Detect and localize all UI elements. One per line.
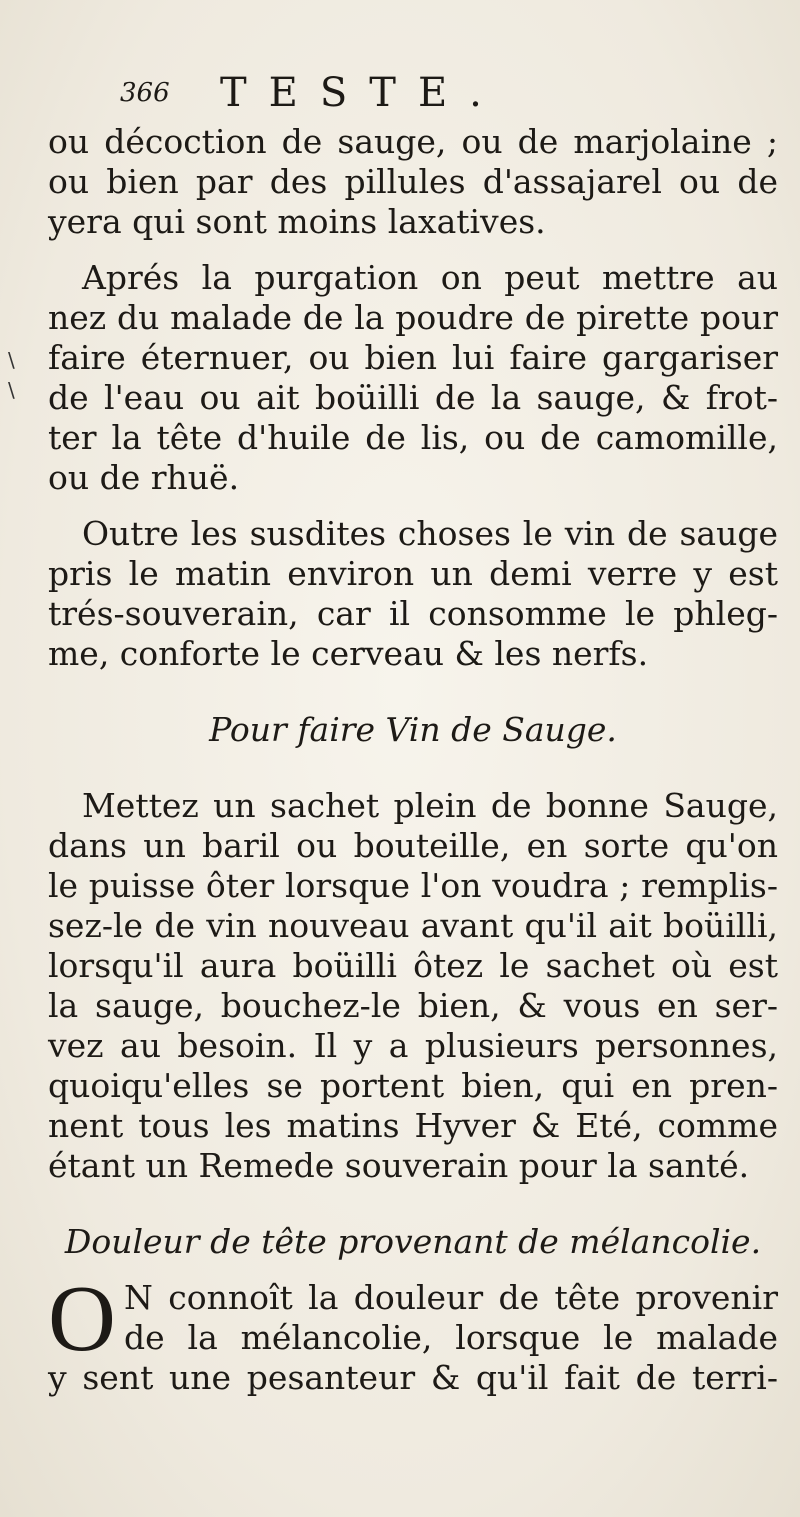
text-line: trés-souverain, car il consomme le phleg- xyxy=(48,594,778,633)
text-line: Mettez un sachet plein de bonne Sauge, xyxy=(82,786,778,825)
text-line: me, conforte le cerveau & les nerfs. xyxy=(48,634,649,673)
paragraph xyxy=(48,122,778,242)
text-line: faire éternuer, ou bien lui faire gargariser xyxy=(48,338,778,377)
drop-cap: O xyxy=(48,1267,116,1371)
text-line: lorsqu'il aura boüilli ôtez le sachet où est xyxy=(48,946,778,985)
text-line: Outre les susdites choses le vin de sauge xyxy=(82,514,778,553)
text-line: pris le matin environ un demi verre y est xyxy=(48,554,778,593)
text-line: yera qui sont moins laxatives. xyxy=(48,202,546,241)
text-line: N connoît la douleur de tête provenir xyxy=(124,1278,778,1317)
paragraph xyxy=(48,258,778,498)
text-line: ter la tête d'huile de lis, ou de camomille, xyxy=(48,418,778,457)
text-line: Aprés la purgation on peut mettre au xyxy=(82,258,778,297)
section-heading: Douleur de tête provenant de mélancolie. xyxy=(64,1222,762,1261)
running-head: TESTE. xyxy=(220,70,504,116)
text-line: de la mélancolie, lorsque le malade xyxy=(124,1318,778,1357)
text-line: la sauge, bouchez-le bien, & vous en ser- xyxy=(48,986,778,1025)
text-line: vez au besoin. Il y a plusieurs personnes, xyxy=(48,1026,778,1065)
paragraph xyxy=(48,1267,778,1371)
text-line: nez du malade de la poudre de pirette pour xyxy=(48,298,778,337)
page-header xyxy=(120,70,740,120)
margin-mark: \ xyxy=(8,378,15,402)
text-line: quoiqu'elles se portent bien, qui en pren- xyxy=(48,1066,778,1105)
text-line: sez-le de vin nouveau avant qu'il ait boüilli, xyxy=(48,906,778,945)
paragraph xyxy=(48,514,778,674)
page-number: 366 xyxy=(120,78,170,108)
text-line: ou décoction de sauge, ou de marjolaine ; xyxy=(48,122,778,161)
text-line: de l'eau ou ait boüilli de la sauge, & frot- xyxy=(48,378,778,417)
margin-mark: \ xyxy=(8,348,15,372)
paragraph xyxy=(48,786,778,1186)
text-line: ou de rhuë. xyxy=(48,458,240,497)
text-line: étant un Remede souverain pour la santé. xyxy=(48,1146,750,1185)
text-line: nent tous les matins Hyver & Eté, comme xyxy=(48,1106,778,1145)
section-heading: Pour faire Vin de Sauge. xyxy=(209,710,617,749)
text-line: dans un baril ou bouteille, en sorte qu'on xyxy=(48,826,778,865)
text-line: y sent une pesanteur & qu'il fait de terri- xyxy=(48,1358,778,1397)
text-line: ou bien par des pillules d'assajarel ou de xyxy=(48,162,778,201)
text-line: le puisse ôter lorsque l'on voudra ; remplis- xyxy=(48,866,778,905)
page-body xyxy=(48,122,778,1398)
